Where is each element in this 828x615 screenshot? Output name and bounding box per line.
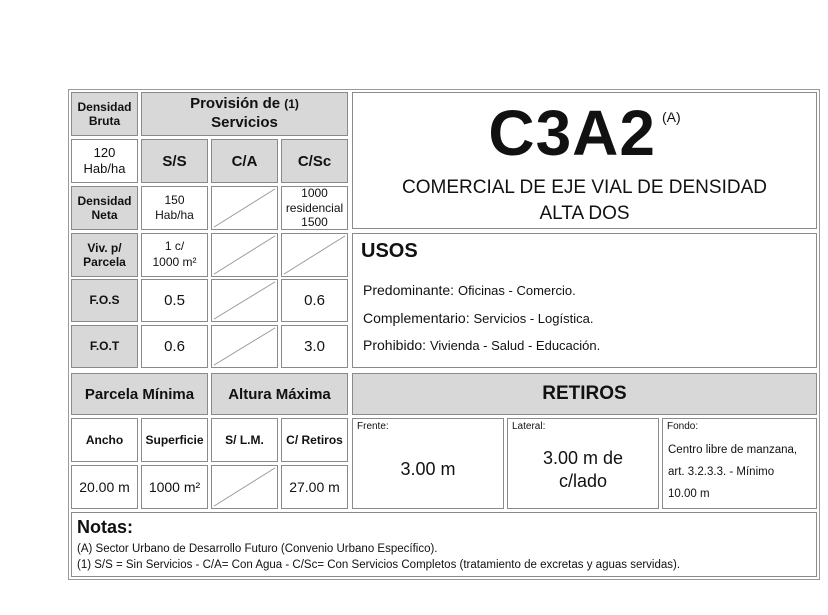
usos-predominante xyxy=(363,282,576,298)
notas-box xyxy=(71,512,817,577)
viv-parcela-ca-empty xyxy=(211,233,278,277)
fot-csc-value: 3.0 xyxy=(304,338,325,355)
empty-cell-slash xyxy=(212,187,277,229)
empty-cell-slash xyxy=(212,466,277,508)
retiros-header xyxy=(352,373,817,415)
fos-label xyxy=(71,279,138,322)
zone-note: (A) xyxy=(661,109,681,125)
col-retiros xyxy=(281,418,348,462)
col-ancho-text: Ancho xyxy=(85,433,124,447)
densidad-neta-label-2: Neta xyxy=(91,208,118,222)
fondo-line-1: Centro libre de manzana, xyxy=(668,444,798,456)
retiro-lateral xyxy=(507,418,659,509)
col-slm-text: S/ L.M. xyxy=(225,433,264,447)
col-ss-text: S/S xyxy=(162,152,187,170)
viv-parcela-ss xyxy=(141,233,208,277)
empty-cell-slash xyxy=(212,280,277,321)
fondo-label: Fondo: xyxy=(667,421,699,432)
col-retiros-text: C/ Retiros xyxy=(286,433,343,447)
predominante-value: Oficinas - Comercio. xyxy=(457,283,576,298)
viv-parcela-label-2: Parcela xyxy=(83,255,126,269)
slm-empty xyxy=(211,465,278,509)
lateral-value-1: 3.00 m de xyxy=(542,448,624,468)
col-superficie xyxy=(141,418,208,462)
densidad-neta-ss xyxy=(141,186,208,230)
fos-label-text: F.O.S xyxy=(89,293,120,308)
densidad-bruta-value-2: Hab/ha xyxy=(83,161,126,176)
frente-label: Frente: xyxy=(357,421,389,432)
parcela-minima-header xyxy=(71,373,208,415)
fos-csc-value: 0.6 xyxy=(304,292,325,309)
empty-cell-slash xyxy=(212,326,277,367)
retiros-altura-value-text: 27.00 m xyxy=(289,479,340,495)
fondo-line-2: art. 3.2.3.3. - Mínimo xyxy=(668,466,775,478)
fot-ss xyxy=(141,325,208,368)
notas-title: Notas: xyxy=(77,517,134,537)
fot-csc xyxy=(281,325,348,368)
densidad-neta-ss-1: 150 xyxy=(164,193,185,207)
lateral-label: Lateral: xyxy=(512,421,546,432)
fot-ca-empty xyxy=(211,325,278,368)
provision-title-1: Provisión de xyxy=(190,95,281,113)
prohibido-label: Prohibido: xyxy=(363,337,427,353)
densidad-bruta-label xyxy=(71,92,138,136)
altura-maxima-title: Altura Máxima xyxy=(228,385,331,403)
notas-line-1: (1) S/S = Sin Servicios - C/A= Con Agua - C/Sc= Con Servicios Completos (tratamiento de excretas y aguas servidas). xyxy=(77,559,681,571)
empty-cell-slash xyxy=(212,234,277,276)
retiros-title: RETIROS xyxy=(542,383,627,404)
col-superficie-text: Superficie xyxy=(145,433,204,447)
ancho-value xyxy=(71,465,138,509)
ancho-value-text: 20.00 m xyxy=(79,479,130,495)
col-ancho xyxy=(71,418,138,462)
fos-ss-value: 0.5 xyxy=(164,292,185,309)
col-ca-header xyxy=(211,139,278,183)
complementario-value: Servicios - Logística. xyxy=(473,311,594,326)
zone-name-line-1: COMERCIAL DE EJE VIAL DE DENSIDAD xyxy=(402,177,767,198)
col-ca-text: C/A xyxy=(231,152,258,170)
fondo-line-3: 10.00 m xyxy=(668,488,710,500)
viv-parcela-csc-empty xyxy=(281,233,348,277)
retiro-fondo xyxy=(662,418,817,509)
densidad-neta-csc-3: 1500 xyxy=(301,215,328,230)
parcela-minima-title: Parcela Mínima xyxy=(84,385,195,403)
superficie-value xyxy=(141,465,208,509)
col-csc-header xyxy=(281,139,348,183)
frente-value: 3.00 m xyxy=(400,459,456,479)
altura-maxima-header xyxy=(211,373,348,415)
viv-parcela-label-1: Viv. p/ xyxy=(87,240,122,255)
lateral-value-2: c/lado xyxy=(558,470,608,491)
densidad-neta-csc xyxy=(281,186,348,230)
densidad-neta-ss-2: Hab/ha xyxy=(155,208,194,222)
col-slm xyxy=(211,418,278,462)
viv-parcela-ss-1: 1 c/ xyxy=(164,239,185,254)
usos-prohibido xyxy=(363,337,600,353)
densidad-neta-ca-empty xyxy=(211,186,278,230)
fos-ss xyxy=(141,279,208,322)
fot-label-text: F.O.T xyxy=(89,339,120,354)
zone-name-line-2: ALTA DOS xyxy=(539,202,630,224)
viv-parcela-label xyxy=(71,233,138,277)
densidad-bruta-label-1: Densidad xyxy=(77,99,132,114)
retiro-frente xyxy=(352,418,504,509)
fos-csc xyxy=(281,279,348,322)
complementario-label: Complementario: xyxy=(363,310,470,326)
densidad-neta-label xyxy=(71,186,138,230)
densidad-bruta-value xyxy=(71,139,138,183)
usos-title: USOS xyxy=(361,240,418,262)
densidad-neta-csc-2: residencial xyxy=(285,200,344,215)
empty-cell-slash xyxy=(282,234,347,276)
viv-parcela-ss-2: 1000 m² xyxy=(152,255,197,269)
zone-title-box xyxy=(352,92,817,229)
fos-ca-empty xyxy=(211,279,278,322)
fot-label xyxy=(71,325,138,368)
densidad-neta-csc-1: 1000 xyxy=(301,186,328,201)
fot-ss-value: 0.6 xyxy=(164,338,185,355)
col-csc-text: C/Sc xyxy=(297,152,332,170)
densidad-bruta-label-2: Bruta xyxy=(88,114,121,128)
usos-complementario xyxy=(363,310,593,326)
provision-title-ref: (1) xyxy=(284,97,299,112)
prohibido-value: Vivienda - Salud - Educación. xyxy=(429,338,601,353)
usos-box xyxy=(352,233,817,368)
predominante-label: Predominante: xyxy=(363,282,455,298)
retiros-altura-value xyxy=(281,465,348,509)
notas-line-a: (A) Sector Urbano de Desarrollo Futuro (Convenio Urbano Específico). xyxy=(77,543,438,555)
zone-code: C3A2 xyxy=(488,97,656,169)
provision-header xyxy=(141,92,348,136)
densidad-bruta-value-1: 120 xyxy=(93,144,116,160)
provision-title-2: Servicios xyxy=(211,114,278,131)
col-ss-header xyxy=(141,139,208,183)
densidad-neta-label-1: Densidad xyxy=(77,193,132,208)
superficie-value-text: 1000 m² xyxy=(148,479,201,495)
